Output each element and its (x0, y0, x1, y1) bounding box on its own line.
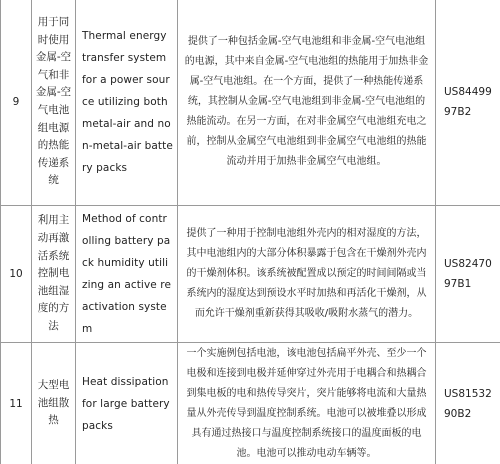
patent-number: US8247097B1 (444, 258, 492, 290)
table-row (1, 0, 500, 206)
title-chinese: 用于同时使用金属-空气和非金属-空气电池组电源的热能传递系统 (35, 16, 72, 187)
title-english: Method of controlling battery pack humidity utilizing an active reactivation system (82, 213, 172, 335)
row-number: 10 (1, 206, 32, 343)
abstract-text: 提供了一种包括金属-空气电池组和非金属-空气电池组的电源，其中来自金属-空气电池组的热能用于加热非金属-空气电池组。在一个方面，提供了一种热能传递系统，其控制从金属-空气电池组到非金属-空气电池组的热能流动。在另一方面，在对非金属空气电池组充电之前，控制从金属空气电池组到非金属空气电池组的热能流动并用于加热非金属空气电池组。 (184, 36, 429, 167)
title-english: Thermal energy transfer system for a power source utilizing both metal-air and non-metal-air battery packs (82, 30, 173, 174)
abstract-text: 一个实施例包括电池，该电池包括扁平外壳、至少一个电极和连接到电极并延伸穿过外壳用于电耦合和热耦合到集电板的电和热传导突片，突片能够将电流和大量热量从外壳传导到温度控制系统。电池可以被堆叠以形成具有通过热接口与温度控制系统接口的温度面板的电池。电池可以推动电动车辆等。 (186, 347, 427, 459)
row-number: 9 (1, 0, 32, 206)
patent-number: US8153290B2 (444, 387, 492, 420)
table-row (1, 343, 500, 464)
abstract-text: 提供了一种用于控制电池组外壳内的相对湿度的方法，其中电池组内的大部分体积暴露于包含在干燥剂外壳内的干燥剂体积。该系统被配置成以预定的时间间隔或当系统内的湿度达到预设水平时加热和再活化干燥剂，从而允许干燥剂重新获得其吸收/吸附水蒸气的潜力。 (186, 228, 427, 319)
table-row (1, 206, 500, 343)
title-chinese: 大型电池组散热 (37, 379, 70, 427)
title-english: Heat dissipation for large battery packs (82, 375, 170, 432)
title-chinese: 利用主动再激活系统控制电池组湿度的方法 (37, 214, 70, 332)
patent-number: US8449997B2 (444, 86, 492, 118)
row-number: 11 (1, 343, 32, 464)
